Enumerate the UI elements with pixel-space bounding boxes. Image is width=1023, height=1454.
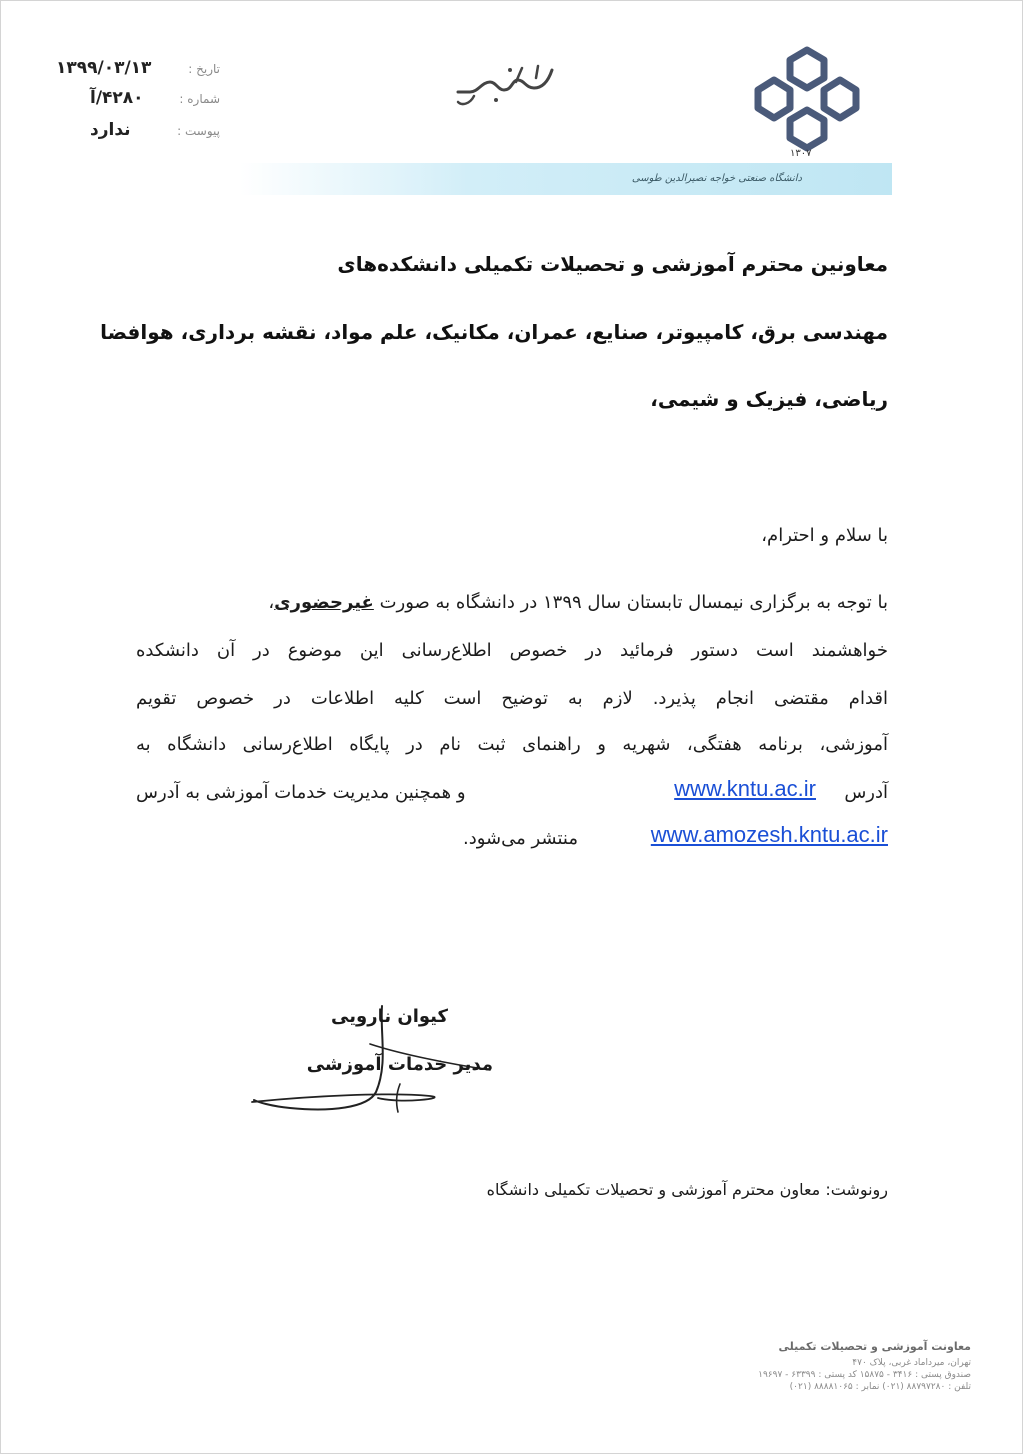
greeting: با سلام و احترام،: [761, 525, 888, 546]
emphasis-non-attendance: غیرحضوری: [274, 592, 374, 613]
number-row: [40, 88, 220, 114]
paragraph-line-3: اقدام مقتضی انجام پذیرد. لازم به توضیح است کلیه اطلاعات در خصوص تقویم: [136, 688, 888, 709]
paragraph-line-1-text: با توجه به برگزاری نیمسال تابستان سال ۱۳۹۹ در دانشگاه به صورت: [373, 592, 888, 613]
paragraph-line-4: آموزشی، برنامه هفتگی، شهریه و راهنمای ثبت نام در پایگاه اطلاع‌رسانی دانشگاه به: [136, 734, 888, 755]
link-amozesh[interactable]: www.amozesh.kntu.ac.ir: [650, 822, 888, 847]
footer-line-2: صندوق پستی : ۳۴۱۶ - ۱۵۸۷۵ کد پستی : ۶۳۳۹۹ - ۱۹۶۹۷: [758, 1370, 971, 1380]
paragraph-line-2: خواهشمند است دستور فرمائید در خصوص اطلاع‌رسانی این موضوع در آن دانشکده: [136, 640, 888, 661]
date-value: ۱۳۹۹/۰۳/۱۳: [56, 58, 152, 78]
date-row: [40, 58, 220, 84]
address-word: آدرس: [844, 782, 888, 803]
attachment-label: پیوست :: [177, 124, 220, 138]
header-band: [240, 163, 892, 195]
footer-line-1: تهران، میرداماد غربی، پلاک ۴۷۰: [852, 1358, 971, 1368]
attachment-value: ندارد: [90, 120, 131, 140]
paragraph-line-1-end: ،: [268, 592, 275, 613]
logo-year: ۱۳۰۷: [790, 148, 812, 159]
recipient-line-1: معاونین محترم آموزشی و تحصیلات تکمیلی دانشکده‌های: [337, 252, 888, 276]
besmeh-calligraphy: [452, 62, 562, 110]
band-university-name: دانشگاه صنعتی خواجه نصیرالدین طوسی: [631, 173, 802, 184]
footer-line-3: تلفن : ۸۸۷۹۷۲۸۰ (۰۲۱) نمابر : ۸۸۸۸۱۰۶۵ (۰۲۱): [789, 1382, 971, 1392]
link-kntu[interactable]: www.kntu.ac.ir: [674, 776, 816, 801]
recipient-line-2: مهندسی برق، کامپیوتر، صنایع، عمران، مکانیک، علم مواد، نقشه برداری، هوافضا: [100, 320, 888, 344]
paragraph-line-1: [268, 592, 888, 613]
signatory-title: مدیر خدمات آموزشی: [306, 1054, 493, 1075]
footer-address: [671, 1340, 971, 1393]
signatory-name: کیوان نارویی: [331, 1006, 448, 1027]
university-logo: [752, 44, 862, 154]
paragraph-line-6: [136, 822, 888, 856]
attachment-row: [40, 120, 220, 146]
carbon-copy: رونوشت: معاون محترم آموزشی و تحصیلات تکمیلی دانشگاه: [486, 1180, 888, 1199]
paragraph-line-5-end: و همچنین مدیریت خدمات آموزشی به آدرس: [136, 782, 466, 803]
paragraph-line-5: [136, 776, 888, 810]
footer-title: معاونت آموزشی و تحصیلات تکمیلی: [778, 1340, 971, 1353]
number-label: شماره :: [179, 92, 220, 106]
recipient-line-3: ریاضی، فیزیک و شیمی،: [650, 387, 888, 411]
date-label: تاریخ :: [188, 62, 220, 76]
paragraph-line-6-end: منتشر می‌شود.: [463, 828, 578, 849]
number-value: ۴۲۸۰/آ: [90, 88, 144, 108]
